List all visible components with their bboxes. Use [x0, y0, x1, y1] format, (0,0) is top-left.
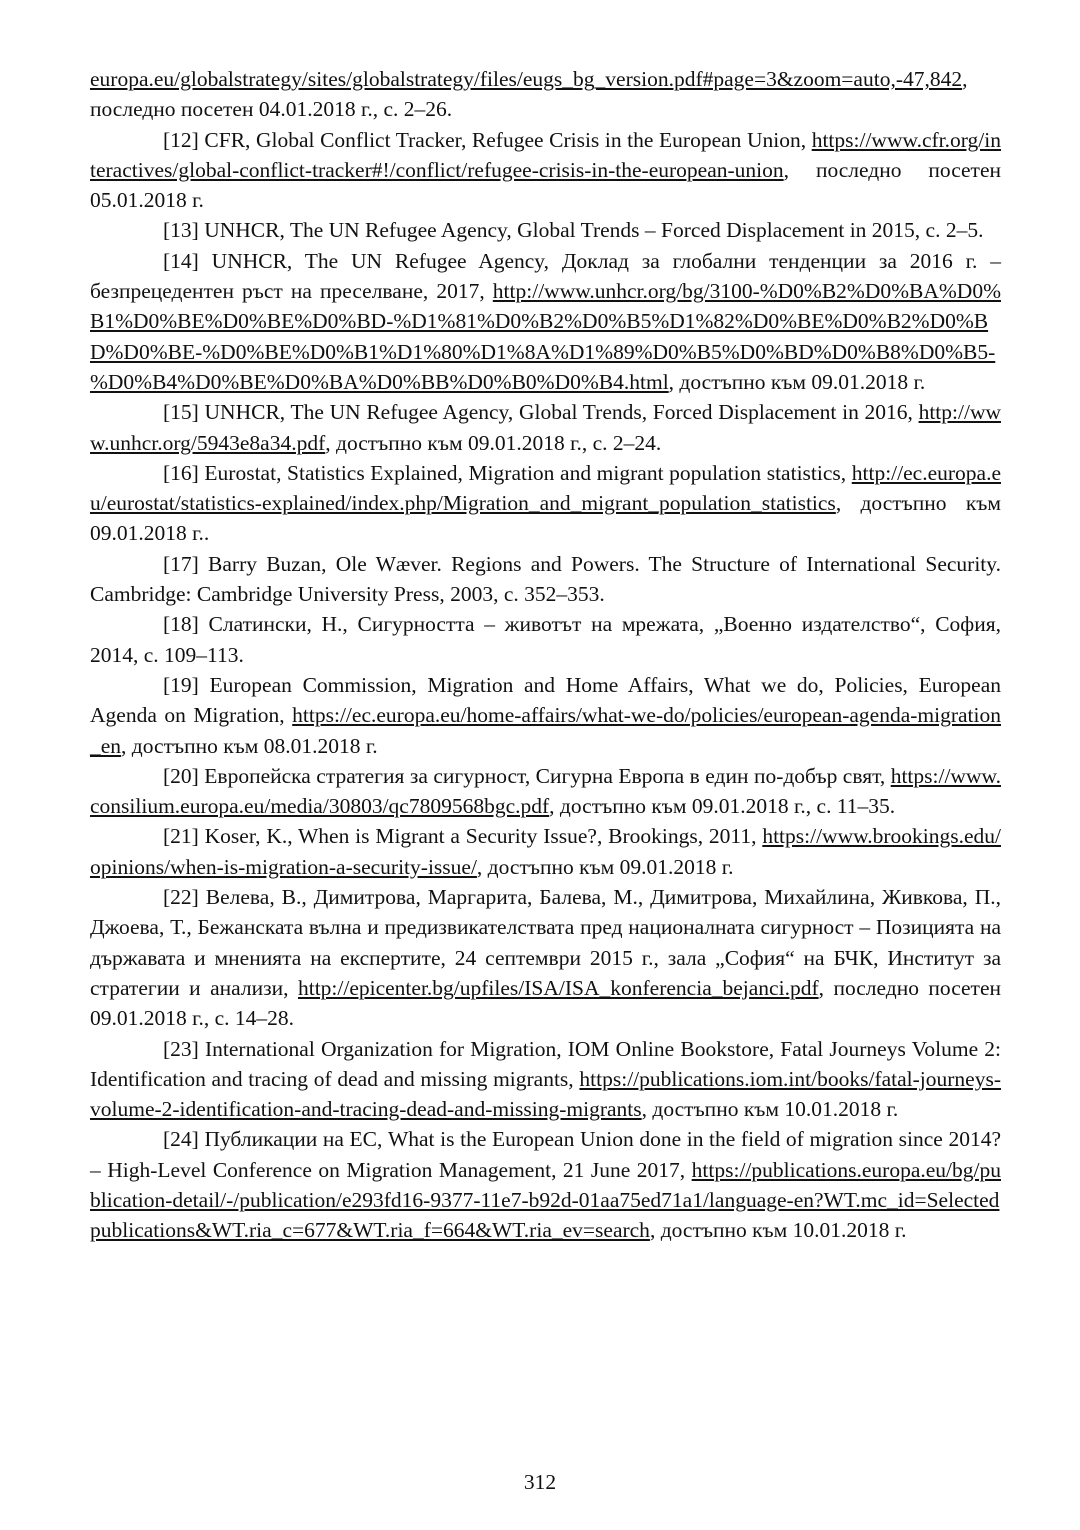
reference-suffix: , достъпно към 09.01.2018 г.	[476, 854, 734, 879]
reference-suffix: , последно посетен 04.01.2018 г., с. 2–26.	[90, 67, 968, 122]
reference-link[interactable]: https://www.cfr.org/interactives/global-conflict-tracker#!/conflict/refugee-crisis-in-the-european-union	[90, 127, 1001, 182]
reference-link[interactable]: europa.eu/globalstrategy/sites/globalstrategy/files/eugs_bg_version.pdf#page=3&zoom=auto,-47,842	[90, 67, 963, 91]
reference-text: CFR, Global Conflict Tracker, Refugee Crisis in the European Union,	[198, 127, 812, 152]
reference-link[interactable]: https://publications.iom.int/books/fatal-journeys-volume-2-identification-and-tracing-dead-and-missing-migrants	[90, 1066, 1001, 1122]
reference-number: [24]	[163, 1127, 199, 1152]
reference-link[interactable]: https://ec.europa.eu/home-affairs/what-we-do/policies/european-agenda-migration_en	[90, 703, 1001, 758]
reference-link[interactable]: http://ec.europa.eu/eurostat/statistics-explained/index.php/Migration_and_migrant_population_statistics	[90, 460, 1001, 516]
reference-text: UNHCR, The UN Refugee Agency, Доклад за глобални тенденции за 2016 г. – безпрецедентен ръст на преселване, 2017,	[90, 248, 1001, 304]
reference-number: [19]	[163, 672, 199, 697]
reference-link[interactable]: http://epicenter.bg/upfiles/ISA/ISA_konferencia_bejanci.pdf	[297, 975, 819, 1000]
reference-link[interactable]: https://www.consilium.europa.eu/media/30803/qc7809568bgc.pdf	[90, 763, 1001, 819]
reference-text: Koser, K., When is Migrant a Security Issue?, Brookings, 2011,	[198, 824, 763, 849]
reference-suffix: , достъпно към 09.01.2018 г..	[90, 491, 1001, 546]
reference-suffix: , достъпно към 09.01.2018 г., с. 11–35.	[549, 794, 896, 819]
reference-22	[90, 882, 1001, 1033]
reference-17	[90, 549, 1001, 610]
references-list	[90, 64, 1001, 1246]
reference-continuation	[90, 64, 1001, 125]
reference-suffix: , достъпно към 10.01.2018 г.	[641, 1097, 899, 1122]
reference-number: [20]	[163, 763, 199, 788]
reference-suffix: , достъпно към 08.01.2018 г.	[121, 733, 378, 758]
reference-15	[90, 397, 1001, 458]
reference-link[interactable]: http://www.unhcr.org/5943e8a34.pdf	[90, 400, 1001, 455]
reference-link[interactable]: https://www.brookings.edu/opinions/when-is-migration-a-security-issue/	[90, 824, 1001, 879]
reference-text: European Commission, Migration and Home Affairs, What we do, Policies, European Agenda on Migration,	[90, 672, 1001, 728]
reference-21	[90, 821, 1001, 882]
reference-suffix: , последно посетен 05.01.2018 г.	[90, 157, 1001, 213]
reference-number: [16]	[163, 460, 199, 485]
reference-suffix: , достъпно към 09.01.2018 г., с. 2–24.	[325, 430, 662, 455]
reference-text: Eurostat, Statistics Explained, Migration and migrant population statistics,	[198, 460, 852, 485]
reference-suffix: , достъпно към 10.01.2018 г.	[649, 1218, 907, 1243]
reference-18	[90, 609, 1001, 670]
reference-suffix: , достъпно към 09.01.2018 г.	[668, 369, 926, 394]
reference-text: Европейска стратегия за сигурност, Сигурна Европа в един по-добър свят,	[198, 763, 891, 788]
reference-13	[90, 215, 1001, 245]
reference-24	[90, 1124, 1001, 1245]
reference-number: [18]	[163, 612, 199, 637]
reference-number: [13]	[163, 218, 199, 243]
page-number: 312	[523, 1470, 557, 1494]
reference-number: [22]	[163, 885, 199, 910]
reference-14	[90, 246, 1001, 397]
reference-link[interactable]: http://www.unhcr.org/bg/3100-%D0%B2%D0%BA%D0%B1%D0%BE%D0%BE%D0%BD-%D1%81%D0%B2%D0%B5%D1%82%D0%BE%D0%B2%D0%BD%D0%BE-%D0%BE%D0%B1%D1%80%D1%8A%D1%89%D0%B5%D0%BD%D0%B8%D0%B5-%D0%B4%D0%BE%D0%BA%D0%BB%D0%B0%D0%B4.html	[90, 279, 1001, 394]
reference-text: UNHCR, The UN Refugee Agency, Global Trends, Forced Displacement in 2016,	[198, 400, 919, 425]
reference-number: [17]	[163, 551, 199, 576]
reference-text: Публикации на ЕС, What is the European Union done in the field of migration since 2014? – High-Level Conference on Migration Management, 21 June 2017,	[90, 1127, 1001, 1182]
reference-16	[90, 458, 1001, 549]
reference-text: International Organization for Migration, IOM Online Bookstore, Fatal Journeys Volume 2: Identification and tracing of dead and missing migrants,	[90, 1036, 1001, 1091]
reference-text: Barry Buzan, Ole Wæver. Regions and Powers. The Structure of International Security. Cambridge: Cambridge University Press, 2003, с. 352–353.	[90, 551, 1001, 607]
reference-19	[90, 670, 1001, 761]
reference-12	[90, 125, 1001, 216]
reference-number: [21]	[163, 824, 199, 849]
reference-text: Велева, В., Димитрова, Маргарита, Балева, М., Димитрова, Михайлина, Живкова, П., Джоева, Т., Бежанската вълна и предизвикателствата пред националната сигурност – Позицията на държавата и мненията на експертите, 24 септември 2015 г., зала „София“ на БЧК, Институт за стратегии и анализи,	[90, 885, 1001, 1000]
reference-suffix: , последно посетен 09.01.2018 г., с. 14–28.	[90, 975, 1001, 1031]
reference-text: UNHCR, The UN Refugee Agency, Global Trends – Forced Displacement in 2015, с. 2–5.	[198, 218, 984, 243]
reference-text: Слатински, Н., Сигурността – животът на мрежата, „Военно издателство“, София, 2014, с. 109–113.	[90, 612, 1001, 667]
reference-number: [15]	[163, 400, 199, 425]
reference-number: [12]	[163, 127, 199, 152]
reference-number: [14]	[163, 248, 199, 273]
reference-23	[90, 1034, 1001, 1125]
reference-20	[90, 761, 1001, 822]
reference-link[interactable]: https://publications.europa.eu/bg/publication-detail/-/publication/e293fd16-9377-11e7-b92d-01aa75ed71a1/language-en?WT.mc_id=Selectedpublications&WT.ria_c=677&WT.ria_f=664&WT.ria_ev=search	[90, 1157, 1001, 1243]
reference-number: [23]	[163, 1036, 199, 1061]
